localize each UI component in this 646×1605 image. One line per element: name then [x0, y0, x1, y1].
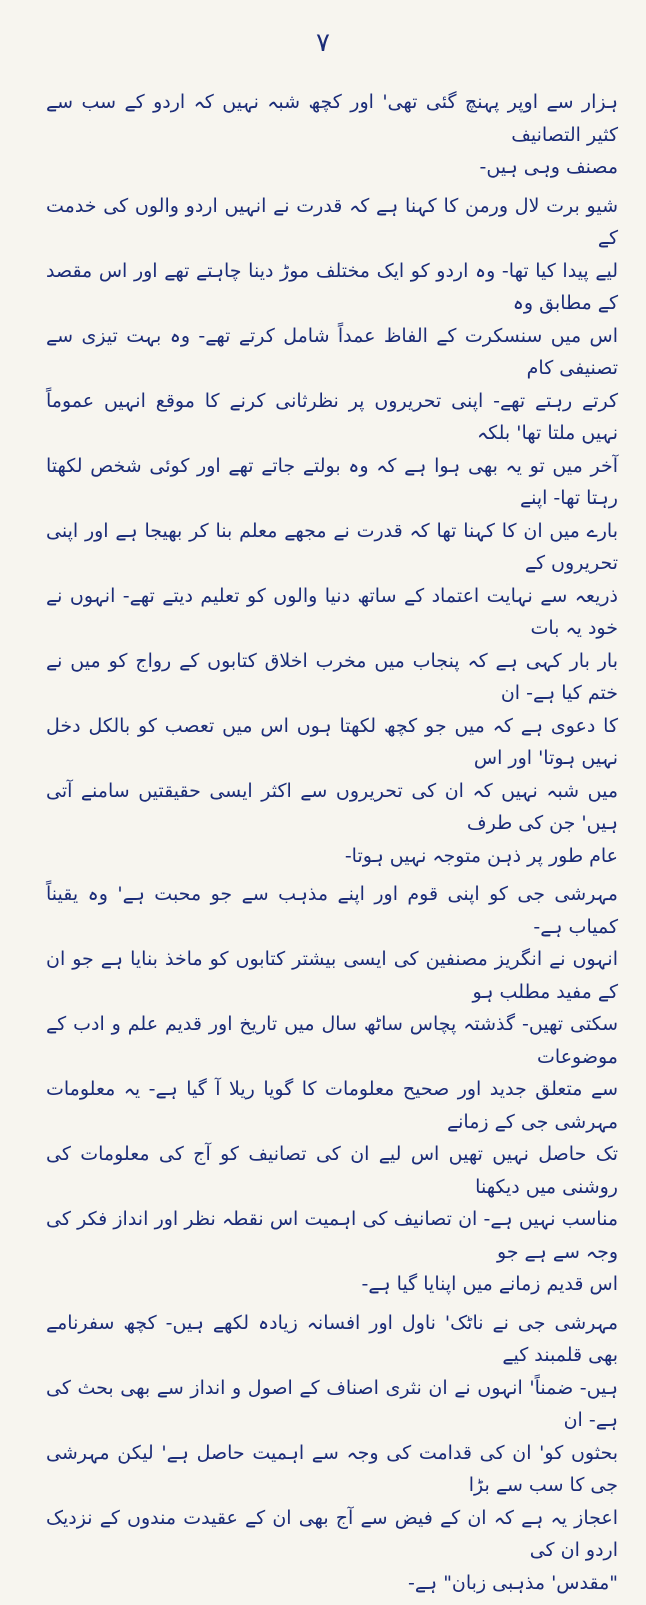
paragraph-2: شیو برت لال ورمن کا کہنا ہے کہ قدرت نے انہیں اردو والوں کی خدمت کے لیے پیدا کیا تھا- وہ اردو کو ایک مختلف موڑ دینا چاہتے تھے اور اس مقصد کے مطابق وہ اس میں سنسکرت کے الفاظ عمداً شامل کرتے تھے- وہ بہت تیزی سے تصنیفی کام کرتے رہتے تھے- اپنی تحریروں پر نظرثانی کرنے کا موقع انہیں عموماً نہیں ملتا تھا' بلکہ آخر میں تو یہ بھی ہوا ہے کہ وہ بولتے جاتے تھے اور کوئی شخص لکھتا رہتا تھا- اپنے بارے میں ان کا کہنا تھا کہ قدرت نے مجھے معلم بنا کر بھیجا ہے اور اپنی تحریروں کے ذریعہ سے نہایت اعتماد کے ساتھ دنیا والوں کو تعلیم دیتے تھے- انہوں نے خود یہ بات بار بار کہی ہے کہ پنجاب میں مخرب اخلاق کتابوں کے رواج کو میں نے ختم کیا ہے- ان کا دعوی ہے کہ میں جو کچھ لکھتا ہوں اس میں تعصب کو بالکل دخل نہیں ہوتا' اور اس میں شبہ نہیں کہ ان کی تحریروں سے اکثر ایسی حقیقتیں سامنے آتی ہیں' جن کی طرف عام طور پر ذہن متوجہ نہیں ہوتا- [46, 194, 618, 867]
page-number: ۷ [316, 28, 330, 58]
paragraph-4: مہرشی جی نے ناٹک' ناول اور افسانہ زیادہ لکھے ہیں- کچھ سفرنامے بھی قلمبند کیے ہیں- ضمناً' انہوں نے ان نثری اصناف کے اصول و انداز سے بھی بحث کی ہے- ان بحثوں کو' ان کی قدامت کی وجہ سے اہمیت حاصل ہے' لیکن مہرشی جی کا سب سے بڑا اعجاز یہ ہے کہ ان کے فیض سے آج بھی ان کے عقیدت مندوں کے نزدیک اردو ان کی "مقدس' مذہبی زبان" ہے- [46, 1311, 618, 1594]
paragraph-3: مہرشی جی کو اپنی قوم اور اپنے مذہب سے جو محبت ہے' وہ یقیناً کمیاب ہے- انہوں نے انگریز مصنفین کی ایسی بیشتر کتابوں کو ماخذ بنایا ہے جو ان کے مفید مطلب ہو سکتی تھیں- گذشتہ پچاس ساٹھ سال میں تاریخ اور قدیم علم و ادب کے موضوعات سے متعلق جدید اور صحیح معلومات کا گویا ریلا آ گیا ہے- یہ معلومات مہرشی جی کے زمانے تک حاصل نہیں تھیں اس لیے ان کی تصانیف کو آج کی معلومات کی روشنی میں دیکھنا مناسب نہیں ہے- ان تصانیف کی اہمیت اس نقطہ نظر اور انداز فکر کی وجہ سے ہے جو اس قدیم زمانے میں اپنایا گیا ہے- [46, 883, 618, 1295]
paragraph-1: ہزار سے اوپر پہنچ گئی تھی' اور کچھ شبہ نہیں کہ اردو کے سب سے کثیر التصانیف مصنف وہی ہیں- [46, 91, 618, 178]
body-text [46, 86, 618, 1605]
